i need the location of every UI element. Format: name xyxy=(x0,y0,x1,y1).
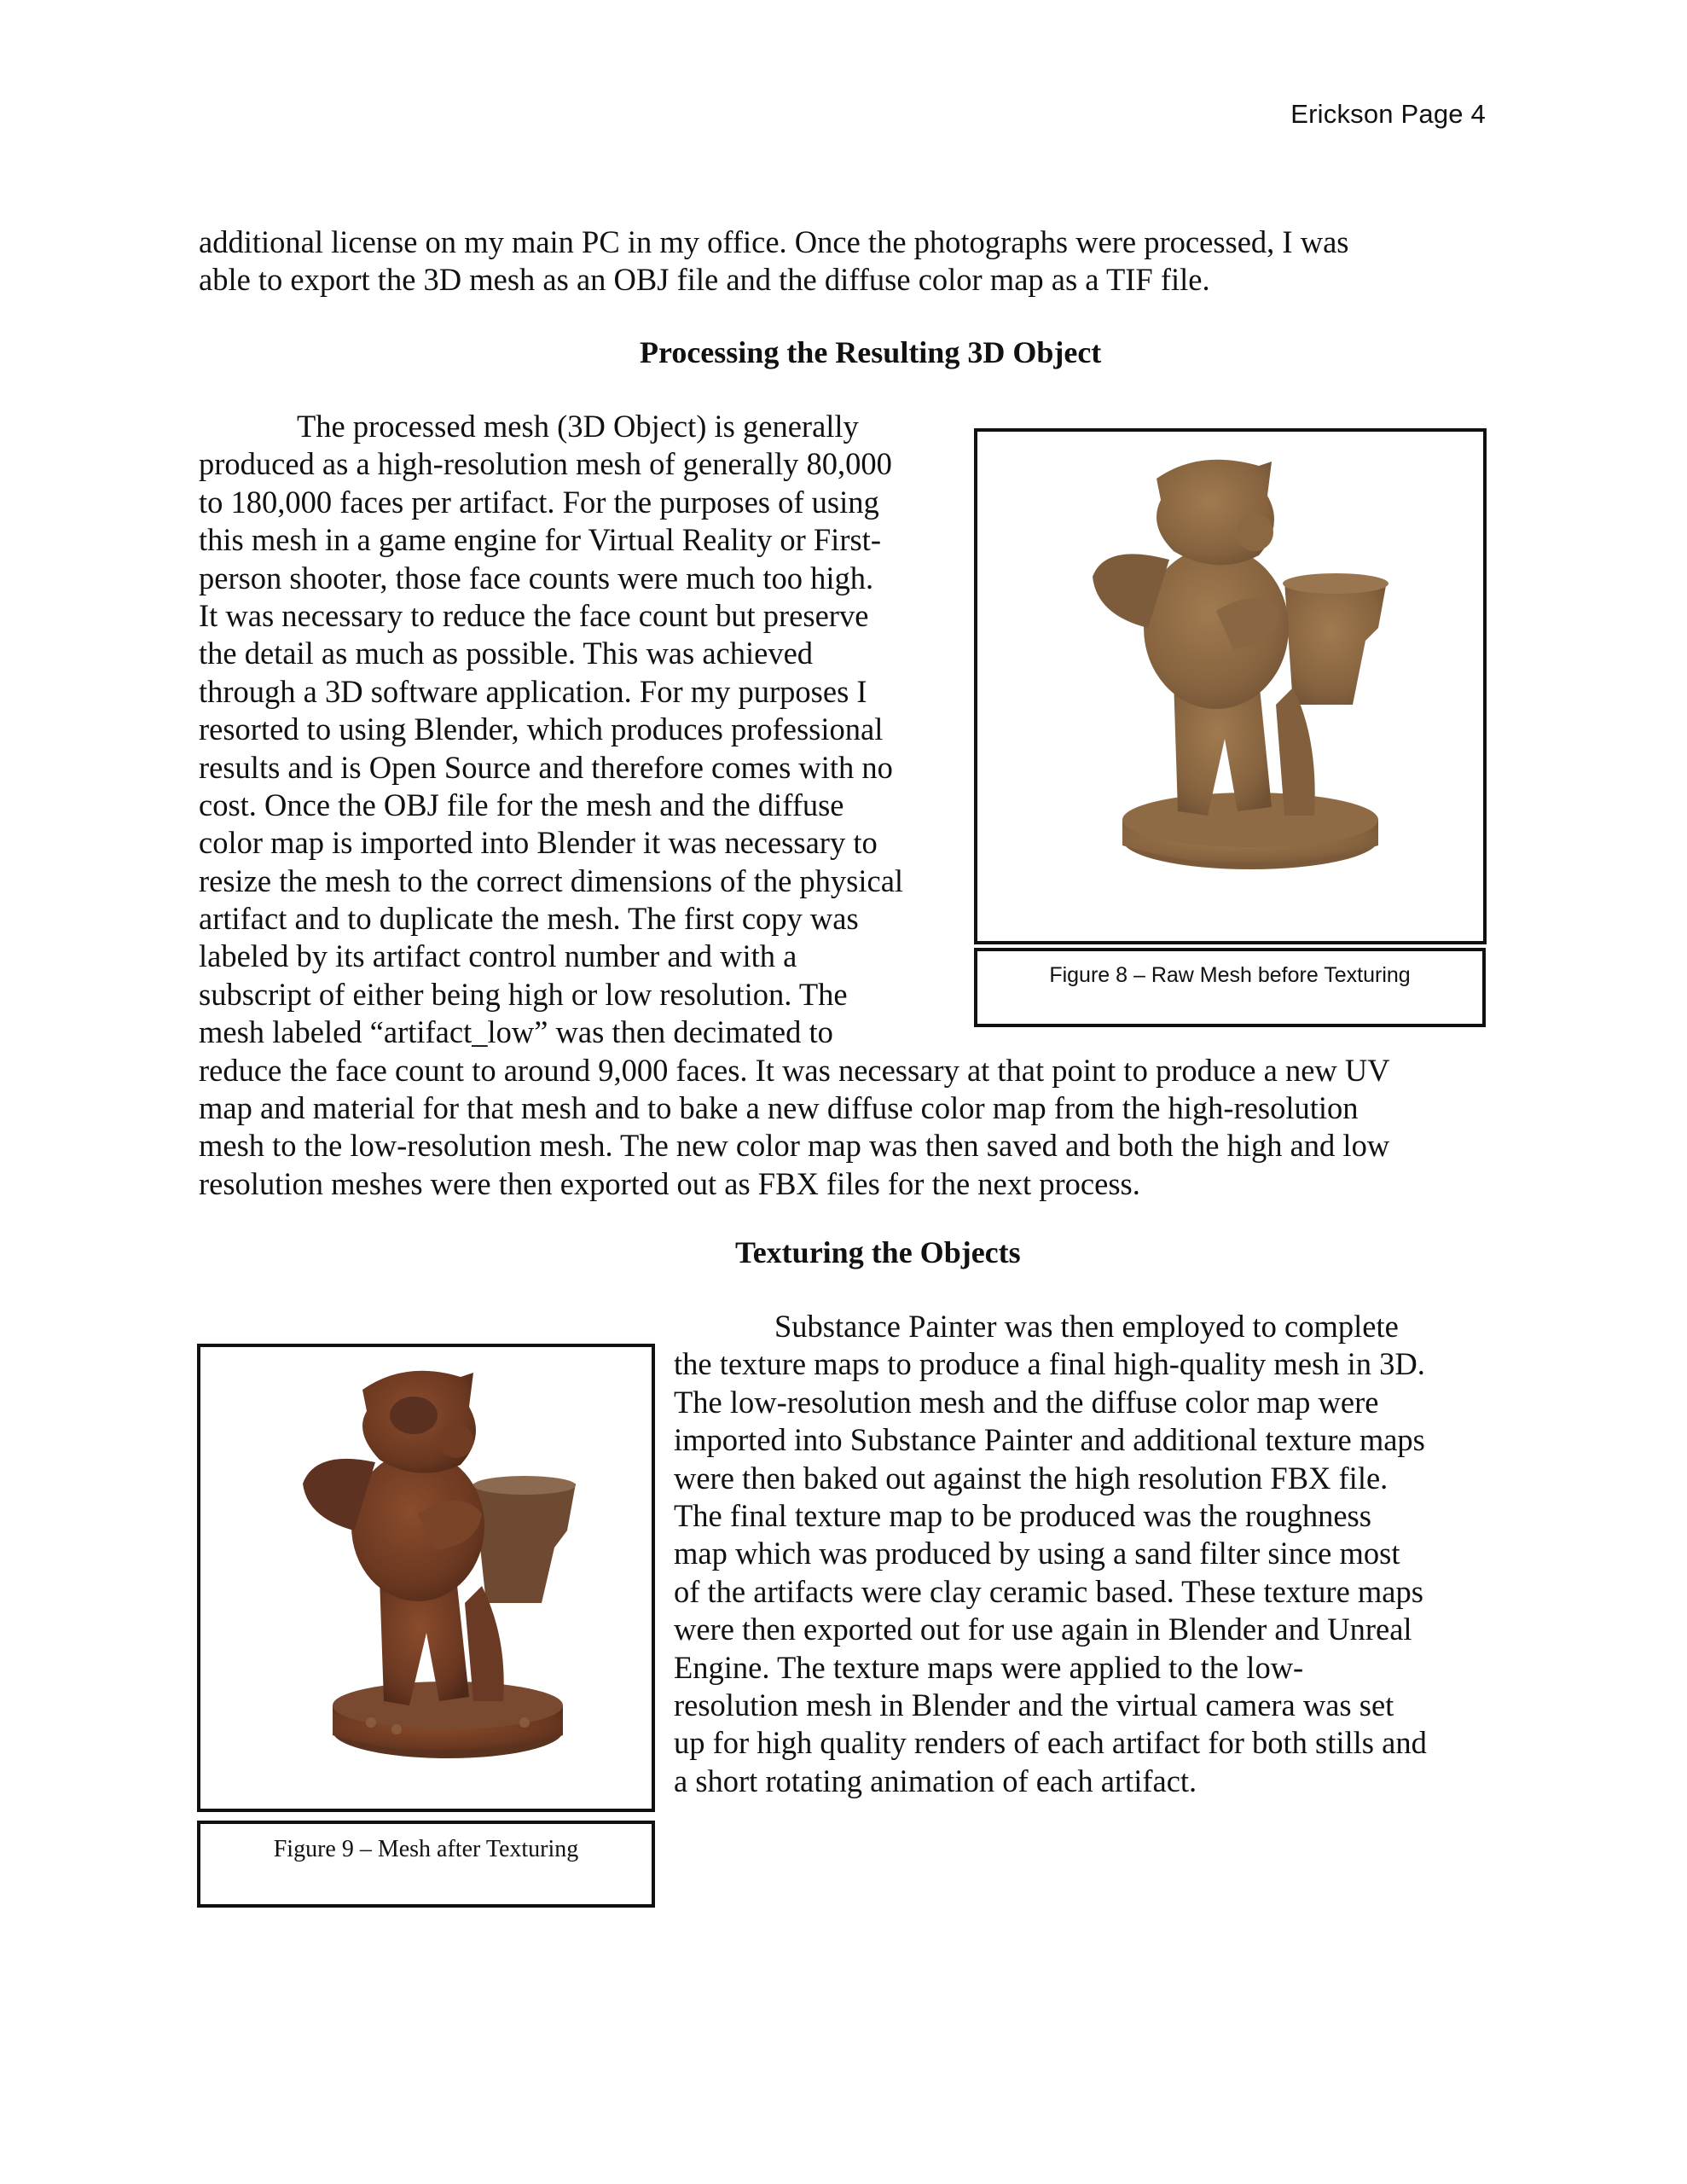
text-line: person shooter, those face counts were much too high. xyxy=(199,560,874,595)
text-line: produced as a high-resolution mesh of generally 80,000 xyxy=(199,446,892,482)
text-line: imported into Substance Painter and additional texture maps xyxy=(674,1422,1425,1458)
text-line: able to export the 3D mesh as an OBJ file and the diffuse color map as a TIF file. xyxy=(199,262,1210,298)
text-line: results and is Open Source and therefore comes with no xyxy=(199,749,893,785)
text-line: mesh labeled “artifact_low” was then decimated to xyxy=(199,1014,833,1050)
text-line: resolution meshes were then exported out as FBX files for the next process. xyxy=(199,1165,1140,1201)
text-line: The processed mesh (3D Object) is generally xyxy=(297,409,859,444)
text-line: additional license on my main PC in my office. Once the photographs were processed, I was xyxy=(199,224,1349,259)
text-line: reduce the face count to around 9,000 faces. It was necessary at that point to produce a new UV xyxy=(199,1052,1390,1088)
text-line: resorted to using Blender, which produces professional xyxy=(199,712,884,747)
text-line: The low-resolution mesh and the diffuse color map were xyxy=(674,1384,1379,1420)
text-line: to 180,000 faces per artifact. For the purposes of using xyxy=(199,484,879,520)
text-line: up for high quality renders of each artifact for both stills and xyxy=(674,1725,1427,1761)
text-line: a short rotating animation of each artifact. xyxy=(674,1763,1197,1798)
text-line: mesh to the low-resolution mesh. The new color map was then saved and both the high and low xyxy=(199,1128,1390,1164)
textured-figurine-illustration xyxy=(200,1347,652,1809)
raw-mesh-figurine-illustration xyxy=(977,432,1483,941)
text-line: artifact and to duplicate the mesh. The first copy was xyxy=(199,901,859,937)
text-line: The final texture map to be produced was the roughness xyxy=(674,1497,1371,1533)
text-line: cost. Once the OBJ file for the mesh and the diffuse xyxy=(199,787,844,822)
text-line: this mesh in a game engine for Virtual Reality or First- xyxy=(199,522,881,558)
running-head: Erickson Page 4 xyxy=(1290,99,1486,129)
figure-9-caption-box xyxy=(197,1821,655,1908)
texturing-paragraph xyxy=(674,1308,1427,1800)
figure-8-image xyxy=(974,428,1487,944)
text-line: Substance Painter was then employed to complete xyxy=(774,1309,1399,1344)
figure-8-caption-box xyxy=(974,948,1486,1027)
text-line: labeled by its artifact control number and with a xyxy=(199,938,797,974)
text-line: map and material for that mesh and to bake a new diffuse color map from the high-resolution xyxy=(199,1090,1359,1126)
text-line: through a 3D software application. For my purposes I xyxy=(199,673,867,709)
text-line: were then baked out against the high resolution FBX file. xyxy=(674,1460,1388,1496)
text-line: resize the mesh to the correct dimensions of the physical xyxy=(199,863,904,898)
section-heading-texturing: Texturing the Objects xyxy=(735,1235,1021,1269)
text-line: resolution mesh in Blender and the virtual camera was set xyxy=(674,1687,1394,1722)
text-line: Engine. The texture maps were applied to the low- xyxy=(674,1649,1304,1685)
text-line: were then exported out for use again in Blender and Unreal xyxy=(674,1612,1412,1647)
text-line: It was necessary to reduce the face count but preserve xyxy=(199,597,869,633)
figure-8-caption: Figure 8 – Raw Mesh before Texturing xyxy=(1049,963,1411,987)
intro-paragraph xyxy=(199,224,1348,299)
figure-9-image xyxy=(197,1344,655,1812)
text-line: the detail as much as possible. This was achieved xyxy=(199,636,814,671)
figure-9-caption: Figure 9 – Mesh after Texturing xyxy=(273,1836,579,1862)
text-line: subscript of either being high or low resolution. The xyxy=(199,976,848,1012)
text-line: map which was produced by using a sand filter since most xyxy=(674,1536,1400,1571)
section-heading-processing: Processing the Resulting 3D Object xyxy=(640,335,1102,369)
text-line: color map is imported into Blender it was necessary to xyxy=(199,825,878,861)
text-line: the texture maps to produce a final high-quality mesh in 3D. xyxy=(674,1346,1425,1382)
text-line: of the artifacts were clay ceramic based. These texture maps xyxy=(674,1573,1423,1609)
